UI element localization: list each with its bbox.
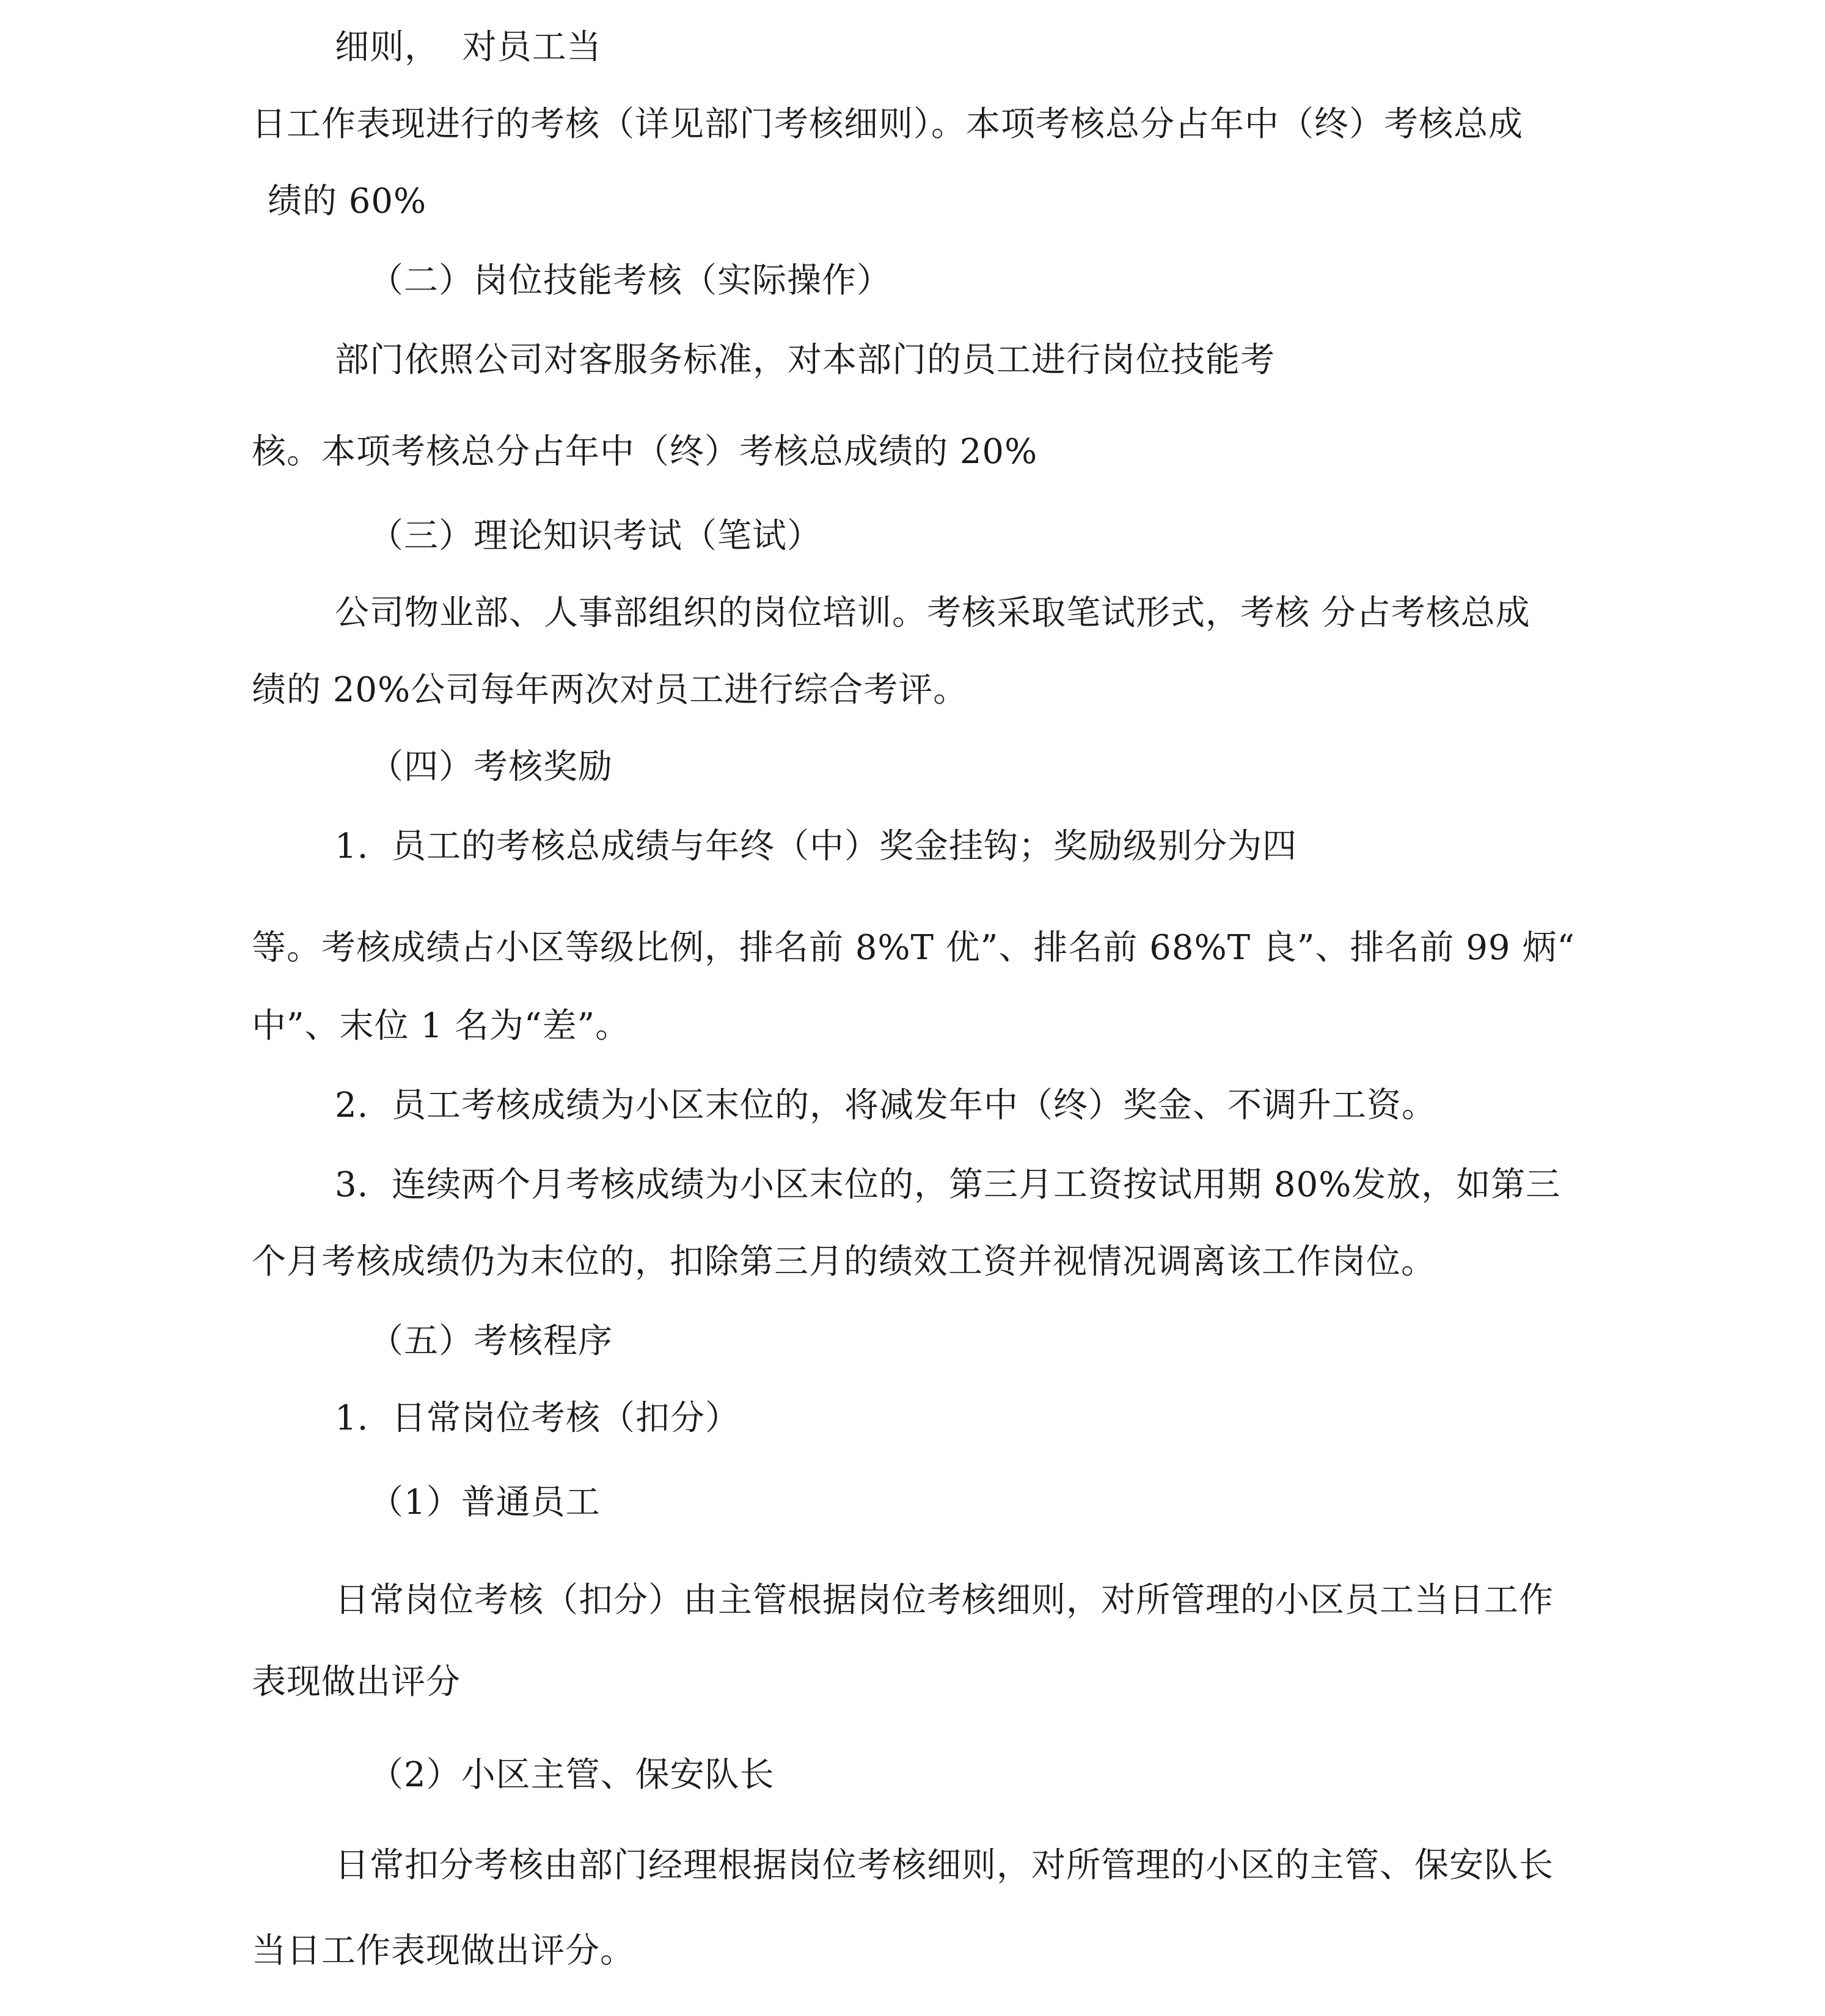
text-line: 日工作表现进行的考核（详见部门考核细则）。本项考核总分占年中（终）考核总成 <box>252 104 1523 144</box>
text-line: 当日工作表现做出评分。 <box>252 1931 635 1971</box>
list-item: 3. 连续两个月考核成绩为小区末位的，第三月工资按试用期 80%发放，如第三 <box>335 1165 1561 1205</box>
text-line: 个月考核成绩仍为末位的，扣除第三月的绩效工资并视情况调离该工作岗位。 <box>252 1242 1436 1282</box>
text-line: 部门依照公司对客服务标准，对本部门的员工进行岗位技能考 <box>335 340 1275 380</box>
text-line: 公司物业部、人事部组织的岗位培训。考核采取笔试形式，考核 分占考核总成 <box>335 593 1531 633</box>
section-heading: （五）考核程序 <box>369 1321 613 1361</box>
text-line: 等。考核成绩占小区等级比例，排名前 8%T 优”、排名前 68%T 良”、排名前 99 炳“ <box>252 928 1575 968</box>
text-line: 绩的 60% <box>268 181 427 221</box>
text-line: 绩的 20%公司每年两次对员工进行综合考评。 <box>252 670 968 710</box>
text-line: 核。本项考核总分占年中（终）考核总成绩的 20% <box>252 432 1038 472</box>
section-heading: （三）理论知识考试（笔试） <box>369 516 822 556</box>
section-heading: （四）考核奖励 <box>369 747 613 787</box>
section-heading: （二）岗位技能考核（实际操作） <box>369 261 891 301</box>
text-line: 日常岗位考核（扣分）由主管根据岗位考核细则，对所管理的小区员工当日工作 <box>335 1580 1554 1620</box>
text-line: 表现做出评分 <box>252 1662 461 1702</box>
subsection-heading: （2）小区主管、保安队长 <box>369 1755 775 1795</box>
list-item: 2. 员工考核成绩为小区末位的，将减发年中（终）奖金、不调升工资。 <box>335 1086 1437 1125</box>
text-line: 细则， 对员工当 <box>335 27 602 67</box>
text-line: 日常扣分考核由部门经理根据岗位考核细则，对所管理的小区的主管、保安队长 <box>335 1846 1554 1885</box>
list-item: 1. 日常岗位考核（扣分） <box>335 1398 741 1438</box>
list-item: 1. 员工的考核总成绩与年终（中）奖金挂钩；奖励级别分为四 <box>335 827 1298 866</box>
subsection-heading: （1）普通员工 <box>369 1483 601 1522</box>
text-line: 中”、末位 1 名为“差”。 <box>252 1006 631 1046</box>
